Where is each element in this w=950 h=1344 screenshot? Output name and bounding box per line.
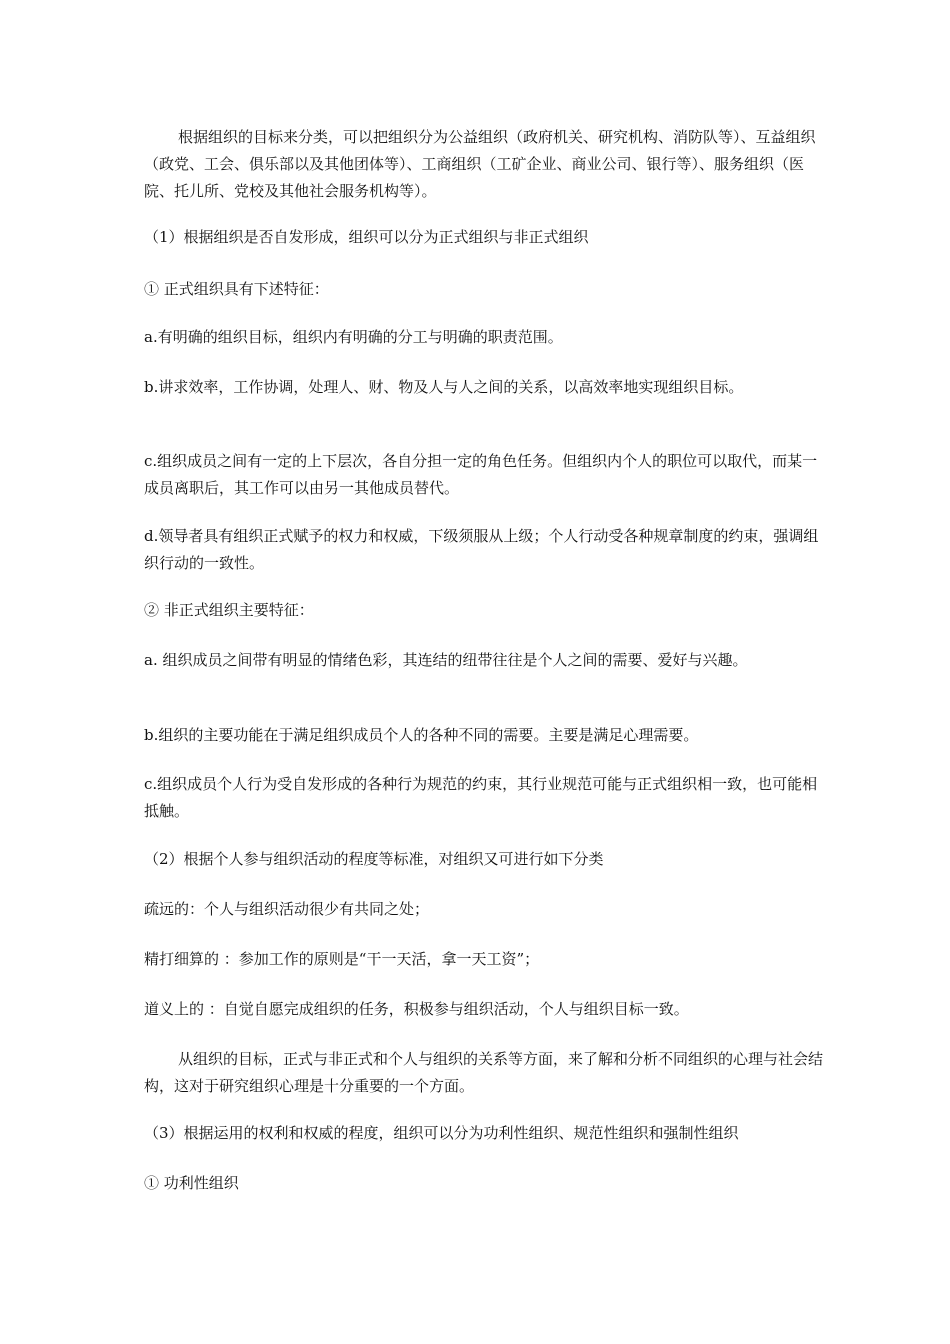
- participation-moral: 道义上的 ：自觉自愿完成组织的任务，积极参与组织活动，个人与组织目标一致。: [144, 1000, 689, 1018]
- formal-feature-a: a.有明确的组织目标，组织内有明确的分工与明确的职责范围。: [144, 328, 563, 346]
- participation-alienative: 疏远的：个人与组织活动很少有共同之处；: [144, 900, 430, 918]
- formal-feature-b: b.讲求效率，工作协调，处理人、财、物及人与人之间的关系，以高效率地实现组织目标。: [144, 378, 744, 396]
- informal-feature-b: b.组织的主要功能在于满足组织成员个人的各种不同的需要。主要是满足心理需要。: [144, 726, 699, 744]
- heading-participation-degree: （2）根据个人参与组织活动的程度等标准，对组织又可进行如下分类: [144, 850, 604, 868]
- paragraph-organization-goal-classification: 根据组织的目标来分类，可以把组织分为公益组织（政府机关、研究机构、消防队等）、互益组织（政党、工会、俱乐部以及其他团体等）、工商组织（工矿企业、商业公司、银行等）、服务组织（医院、托儿所、党校及其他社会服务机构等）。: [144, 128, 816, 200]
- paragraph-structure-analysis: 从组织的目标，正式与非正式和个人与组织的关系等方面，来了解和分析不同组织的心理与社会结构，这对于研究组织心理是十分重要的一个方面。: [144, 1050, 824, 1095]
- heading-spontaneous-formation: （1）根据组织是否自发形成，组织可以分为正式组织与非正式组织: [144, 228, 589, 246]
- heading-power-authority: （3）根据运用的权利和权威的程度，组织可以分为功利性组织、规范性组织和强制性组织: [144, 1124, 739, 1142]
- formal-feature-d: d.领导者具有组织正式赋予的权力和权威，下级须服从上级；个人行动受各种规章制度的约束，强调组织行动的一致性。: [144, 527, 819, 572]
- heading-informal-organization-features: ② 非正式组织主要特征：: [144, 601, 314, 619]
- heading-utilitarian-organization: ① 功利性组织: [144, 1174, 239, 1192]
- informal-feature-c: c.组织成员个人行为受自发形成的各种行为规范的约束，其行业规范可能与正式组织相一致，也可能相抵触。: [144, 775, 818, 820]
- heading-formal-organization-features: ① 正式组织具有下述特征：: [144, 280, 329, 298]
- formal-feature-c: c.组织成员之间有一定的上下层次，各自分担一定的角色任务。但组织内个人的职位可以取代，而某一成员离职后，其工作可以由另一其他成员替代。: [144, 452, 818, 497]
- informal-feature-a: a. 组织成员之间带有明显的情绪色彩，其连结的纽带往往是个人之间的需要、爱好与兴趣。: [144, 651, 748, 669]
- participation-calculative: 精打细算的 ：参加工作的原则是“干一天活，拿一天工资”；: [144, 950, 540, 968]
